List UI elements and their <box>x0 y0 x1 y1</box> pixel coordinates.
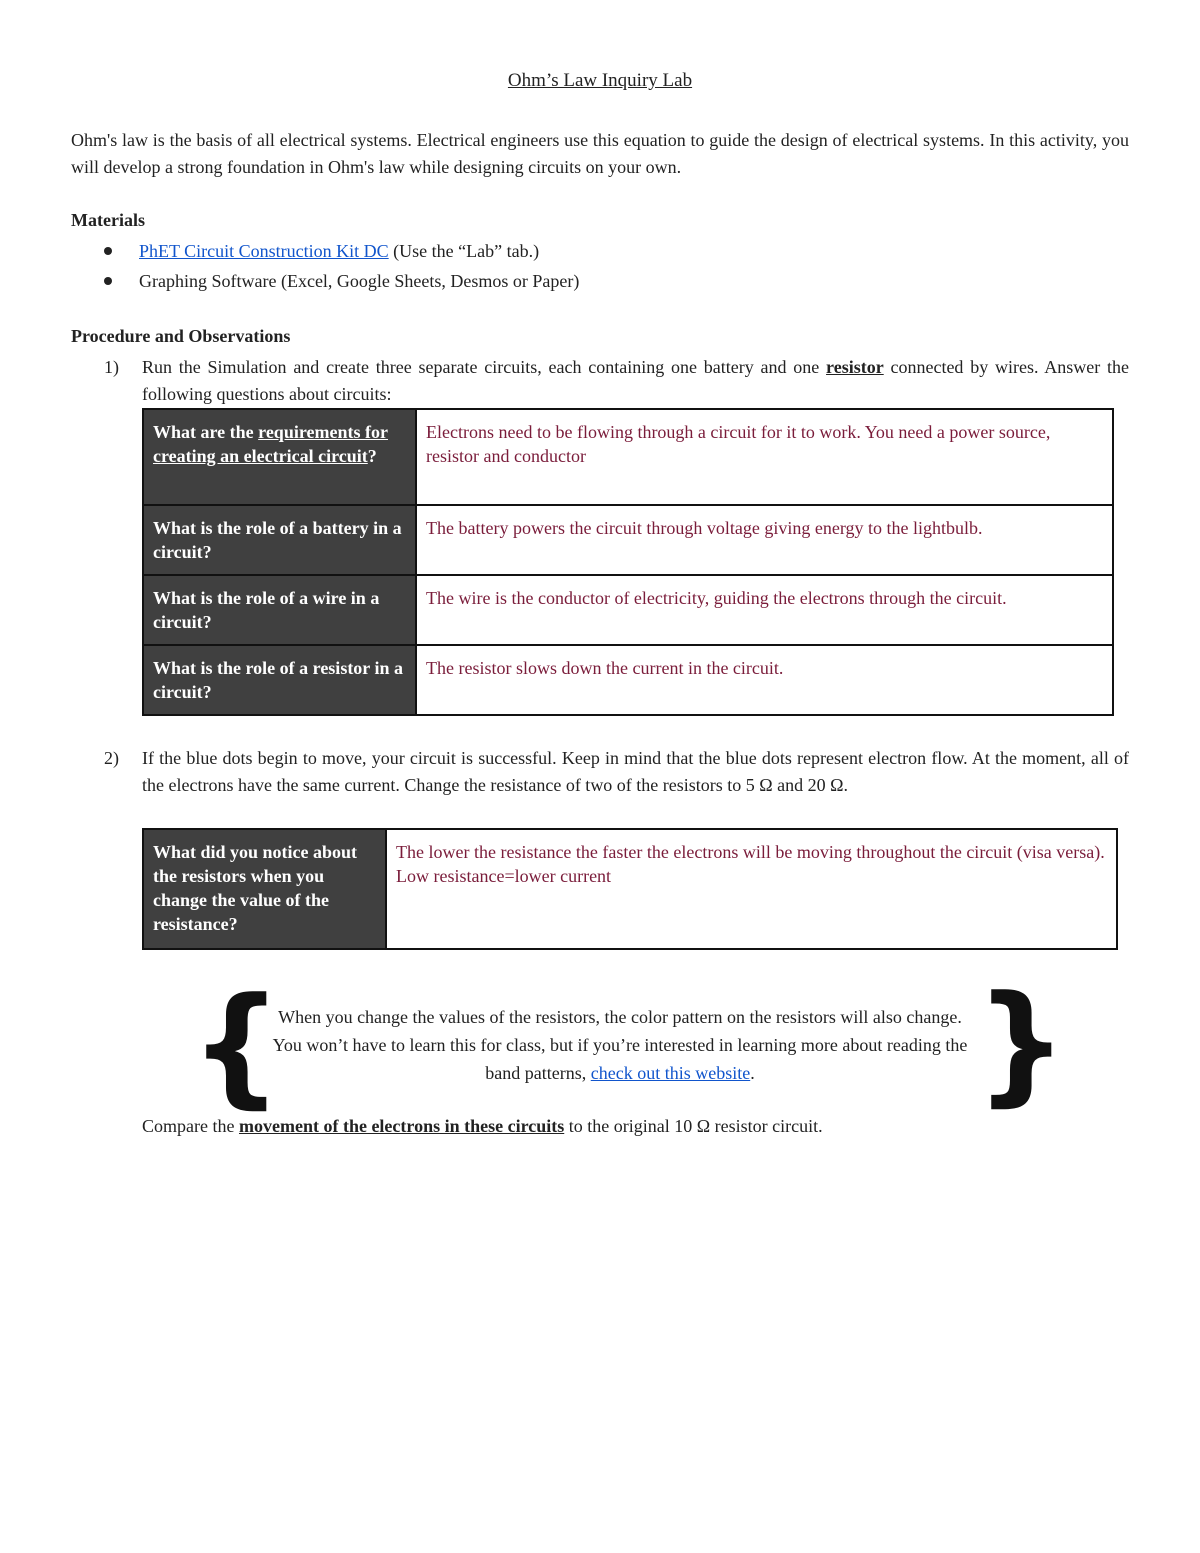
question-cell: What did you notice about the resistors when you change the value of the resistance? <box>143 829 386 949</box>
step-2-text: If the blue dots begin to move, your circuit is successful. Keep in mind that the blue dots represent electron flow. At the moment, all of the electrons have the same current. Change the resistance of two of the resistors to 5 Ω and 20 Ω. <box>142 748 1129 795</box>
step-number: 1) <box>104 357 119 377</box>
procedure-step-2 <box>104 745 1129 799</box>
page-title: Ohm’s Law Inquiry Lab <box>507 70 693 91</box>
procedure-step-1 <box>104 354 1129 408</box>
question-cell: What is the role of a battery in a circuit? <box>143 505 416 575</box>
circuit-questions-table <box>142 408 1114 716</box>
answer-cell[interactable]: The wire is the conductor of electricity, guiding the electrons through the circuit. <box>416 575 1113 645</box>
step-1-text: Run the Simulation and create three separate circuits, each containing one battery and one <box>142 357 827 377</box>
note-text: When you change the values of the resistors, the color pattern on the resistors will also change. You won’t have to learn this for class, but if you’re interested in learning more about reading the band patterns, <box>272 1007 968 1083</box>
table-row <box>143 505 1113 575</box>
materials-item-phet-note: (Use the “Lab” tab.) <box>388 241 540 261</box>
compare-emphasis: movement of the electrons in these circuits <box>238 1116 565 1136</box>
answer-cell[interactable]: The lower the resistance the faster the electrons will be moving throughout the circuit (visa versa). Low resistance=lower current <box>386 829 1117 949</box>
table-row <box>143 645 1113 715</box>
materials-heading: Materials <box>71 210 145 230</box>
bullet-icon <box>104 277 112 285</box>
step-1-text-end: connected by wires. Answer the following questions about circuits: <box>142 357 1129 404</box>
resistor-color-note: When you change the values of the resistors, the color pattern on the resistors will also change. You won’t have to learn this for class, but if you’re interested in learning more about reading the band patterns, check out this website. <box>272 1007 968 1083</box>
compare-prompt: Compare the movement of the electrons in these circuits to the original 10 Ω resistor circuit. <box>142 1116 823 1136</box>
table-row <box>143 575 1113 645</box>
right-brace-icon: } <box>975 967 1068 1119</box>
requirements-link[interactable]: requirements for creating an electrical circuit <box>153 422 388 466</box>
materials-item-phet <box>104 241 539 262</box>
question-cell: What is the role of a wire in a circuit? <box>143 575 416 645</box>
step-1-resistor-term: resistor <box>826 357 884 377</box>
left-brace-icon: { <box>190 969 283 1121</box>
phet-link[interactable]: PhET Circuit Construction Kit DC <box>139 241 389 261</box>
procedure-heading: Procedure and Observations <box>71 326 291 346</box>
bullet-icon <box>104 247 112 255</box>
materials-item-graphing <box>104 271 579 292</box>
materials-item-graphing-label: Graphing Software (Excel, Google Sheets, Desmos or Paper) <box>139 271 580 291</box>
table-row <box>143 409 1113 505</box>
answer-cell[interactable]: The battery powers the circuit through voltage giving energy to the lightbulb. <box>416 505 1113 575</box>
question-cell: What is the role of a resistor in a circuit? <box>143 645 416 715</box>
step-number: 2) <box>104 748 119 768</box>
intro-paragraph: Ohm's law is the basis of all electrical systems. Electrical engineers use this equation to guide the design of electrical systems. In this activity, you will develop a strong foundation in Ohm's law while designing circuits on your own. <box>71 130 1129 177</box>
band-patterns-link[interactable]: check out this website <box>590 1063 751 1083</box>
resistance-question-table <box>142 828 1118 950</box>
table-row <box>143 829 1117 949</box>
answer-cell[interactable]: The resistor slows down the current in the circuit. <box>416 645 1113 715</box>
question-cell: What are the requirements for creating an electrical circuit? <box>143 409 416 505</box>
answer-cell[interactable]: Electrons need to be flowing through a circuit for it to work. You need a power source, resistor and conductor <box>416 409 1113 505</box>
